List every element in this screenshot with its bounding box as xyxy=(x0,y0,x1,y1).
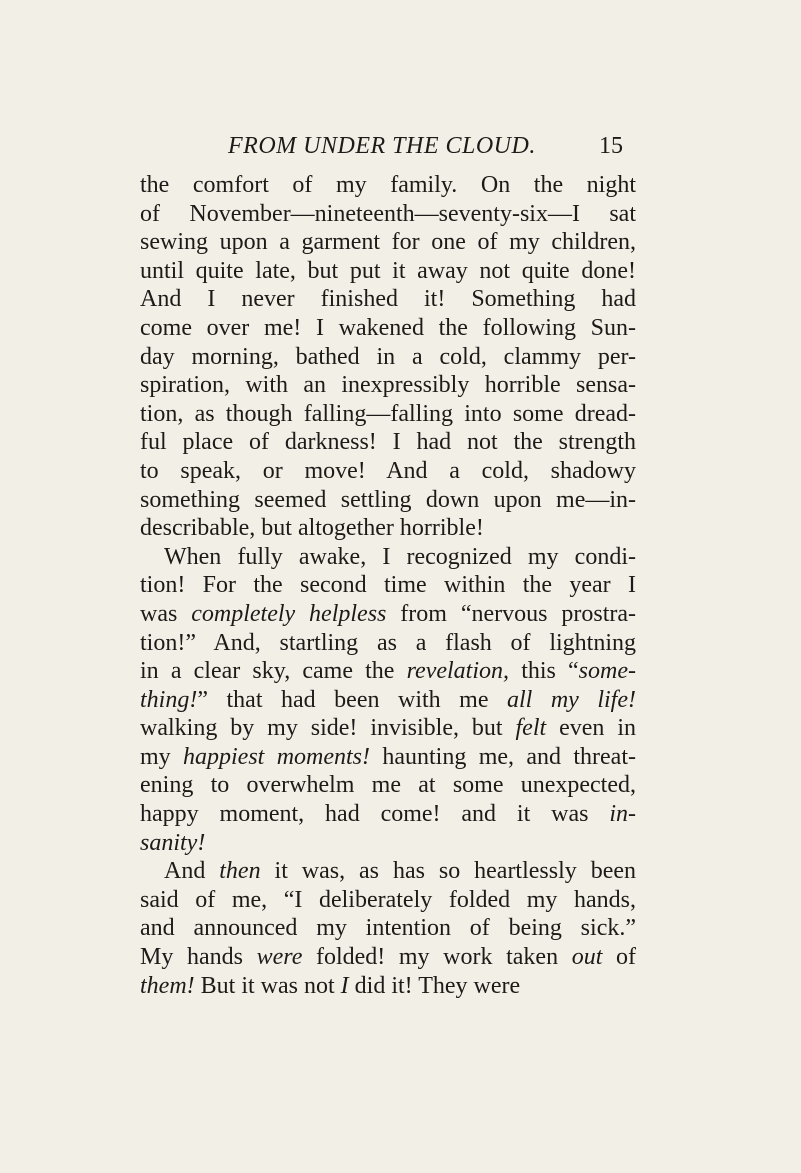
italic-text: all my life! xyxy=(507,686,636,713)
text-line xyxy=(140,800,636,829)
text-line xyxy=(140,400,636,429)
text-run: something seemed settling down upon me—in- xyxy=(140,486,636,513)
italic-text: I xyxy=(340,972,349,999)
text-run: of November—nineteenth—seventy-six—I sat xyxy=(140,200,636,227)
text-run: And xyxy=(164,858,220,885)
text-run: come over me! I wakened the following Sun- xyxy=(140,314,636,341)
text-line xyxy=(140,543,636,572)
text-run: even in xyxy=(546,715,636,742)
text-run: But it was not xyxy=(194,972,341,999)
text-run: And I never finished it! Something had xyxy=(140,286,636,313)
text-line xyxy=(140,686,636,715)
text-run: did it! They were xyxy=(348,972,521,999)
text-run: My hands xyxy=(140,944,257,971)
text-line xyxy=(140,972,636,1001)
italic-text: them! xyxy=(140,972,195,999)
text-run: and announced my intention of being sick.” xyxy=(140,915,636,942)
text-line xyxy=(140,629,636,658)
text-line xyxy=(140,943,636,972)
text-run: ful place of darkness! I had not the strength xyxy=(140,429,636,456)
text-run: the comfort of my family. On the night xyxy=(140,172,636,198)
text-run: until quite late, but put it away not quite done! xyxy=(140,257,636,284)
text-line xyxy=(140,285,636,314)
text-run: haunting me, and threat- xyxy=(370,743,636,770)
text-run: from “nervous prostra- xyxy=(386,600,636,627)
italic-text: completely helpless xyxy=(191,600,387,627)
text-line xyxy=(140,371,636,400)
italic-text: some- xyxy=(578,658,636,685)
text-run: tion, as though falling—falling into some dread- xyxy=(140,400,636,427)
text-run: sewing upon a garment for one of my children, xyxy=(140,229,636,256)
text-line xyxy=(140,657,636,686)
text-run: ening to overwhelm me at some unexpected, xyxy=(140,772,636,799)
text-run: ” that had been with me xyxy=(197,686,507,713)
text-run: in a clear sky, came the xyxy=(140,658,407,685)
text-run: it was, as has so heartlessly been xyxy=(260,858,636,885)
text-line xyxy=(140,343,636,372)
text-line xyxy=(140,514,636,543)
text-run: my xyxy=(140,743,184,770)
text-line xyxy=(140,428,636,457)
text-run: describable, but altogether horrible! xyxy=(140,515,484,542)
italic-text: in- xyxy=(609,801,636,828)
italic-text: thing! xyxy=(140,686,198,713)
text-line xyxy=(140,314,636,343)
italic-text: happiest moments! xyxy=(183,743,371,770)
italic-text: revelation, xyxy=(406,658,510,685)
italic-text: sanity! xyxy=(140,829,206,856)
text-line xyxy=(140,886,636,915)
text-run: happy moment, had come! and it was xyxy=(140,801,610,828)
text-line xyxy=(140,486,636,515)
italic-text: felt xyxy=(515,715,547,742)
text-run: walking by my side! invisible, but xyxy=(140,715,516,742)
text-run: was xyxy=(140,600,192,627)
text-line xyxy=(140,714,636,743)
page-header xyxy=(140,133,623,163)
text-line xyxy=(140,771,636,800)
text-run: tion! For the second time within the year I xyxy=(140,572,636,599)
running-head: FROM UNDER THE CLOUD. xyxy=(228,133,536,159)
text-run: When fully awake, I recognized my condi- xyxy=(164,543,636,570)
text-run: folded! my work taken xyxy=(302,944,572,971)
text-run: day morning, bathed in a cold, clammy per- xyxy=(140,343,636,370)
text-line xyxy=(140,914,636,943)
italic-text: were xyxy=(256,944,303,971)
page-number: 15 xyxy=(599,133,623,159)
text-run: tion!” And, startling as a flash of lightning xyxy=(140,629,636,656)
text-run: spiration, with an inexpressibly horrible sensa- xyxy=(140,372,636,399)
text-run: to speak, or move! And a cold, shadowy xyxy=(140,457,636,484)
text-line xyxy=(140,743,636,772)
text-run: said of me, “I deliberately folded my hands, xyxy=(140,886,636,913)
text-line xyxy=(140,200,636,229)
text-line xyxy=(140,171,636,200)
text-line xyxy=(140,600,636,629)
text-line xyxy=(140,228,636,257)
italic-text: then xyxy=(219,858,261,885)
text-line xyxy=(140,457,636,486)
text-line xyxy=(140,829,636,858)
italic-text: out xyxy=(571,944,603,971)
text-line xyxy=(140,257,636,286)
text-line xyxy=(140,571,636,600)
text-line xyxy=(140,857,636,886)
body-text xyxy=(140,171,636,1000)
text-run: this “ xyxy=(509,658,579,685)
text-run: of xyxy=(602,944,636,971)
